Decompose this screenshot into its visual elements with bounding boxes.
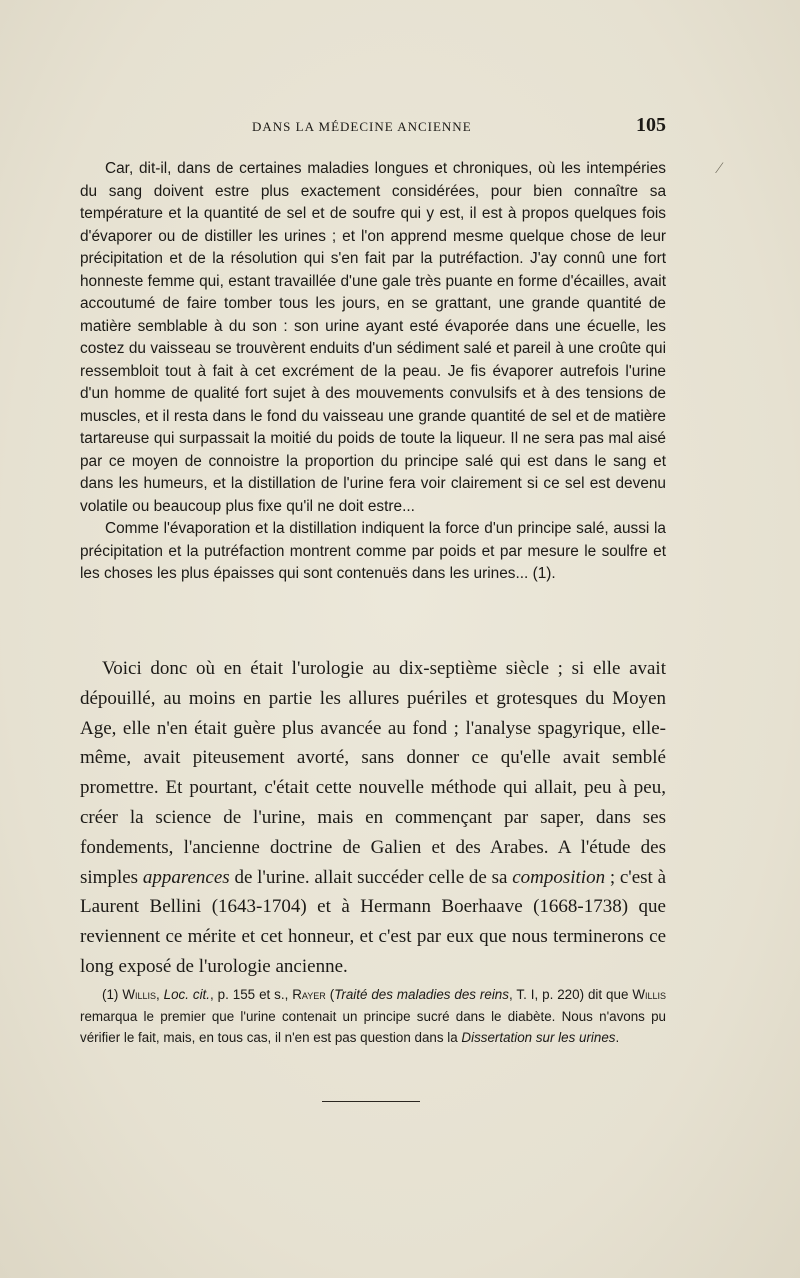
footnote-text: ,	[155, 987, 164, 1002]
author-name: Willis	[632, 987, 666, 1002]
page-number: 105	[636, 114, 666, 136]
footnote-text: (	[325, 987, 335, 1002]
emphasis-term: apparences	[142, 866, 230, 888]
body-paragraph	[80, 654, 666, 982]
footnote-paragraph	[80, 984, 666, 1049]
footnote-text: , T. I, p. 220) dit que	[508, 987, 633, 1002]
quote-paragraph: Comme l'évaporation et la distillation indiquent la force d'un principe salé, aussi la précipitation et la putréfaction montrent comme par poids et par mesure le soulfre et les choses les plus épaisses qui sont contenuës dans les urines... (1).	[80, 520, 666, 582]
footnote-text: remarqua le premier que l'urine contenait un principe sucré dans le diabète. Nous n'avons pu vérifier le fait, mais, en tous cas, il n'en est pas question dans la	[80, 1008, 666, 1045]
body-text: ; c'est à Laurent Bellini (1643-1704) et à Hermann Boerhaave (1668-1738) que reviennent ce mérite et cet honneur, et c'est par eux que nous terminerons ce long exposé de l'urologie ancienne.	[80, 866, 667, 977]
margin-mark: ⁄	[718, 160, 721, 177]
main-text	[80, 654, 666, 982]
page-header	[80, 114, 666, 140]
quote-paragraph: Car, dit-il, dans de certaines maladies longues et chroniques, où les intempéries du sang doivent estre plus exactement considérées, pour bien connaître sa température et la quantité de sel et de soufre qui y est, il est à propos quelques fois d'évaporer ou de distiller les urines ; et l'on apprend mesme quelque chose de leur précipitation et de la résolution qui s'en fait par la putréfaction. J'ay connû une fort honneste femme qui, estant travaillée d'une gale très puante en forme d'écailles, avait accoutumé de faire tomber tous les jours, en se grattant, une grande quantité de matière semblable à du son : son urine ayant esté évaporée dans une écuelle, les costez du vaisseau se trouvèrent enduits d'un sédiment salé et pareil à une croûte qui ressembloit tout à fait à cet excrément de la peau. Je fis évaporer autrefois l'urine d'un homme de qualité fort sujet à des mouvements convulsifs et à des tensions de muscles, et il resta dans le fond du vaisseau une grande quantité de sel et de matière tartareuse qui surpassait la moitié du poids de toute la liqueur. Il ne sera pas mal aisé par ce moyen de connoistre la proportion du principe salé qui est dans le sang et dans les humeurs, et la distillation de l'urine fera voir clairement si ce sel est devenu volatile ou beaucoup plus fixe qu'il ne doit estre...	[80, 160, 666, 515]
citation-title: Loc. cit.	[163, 987, 211, 1002]
section-rule	[322, 1101, 420, 1102]
author-name: Rayer	[292, 987, 326, 1002]
footnote-text: .	[615, 1030, 620, 1045]
citation-title: Dissertation sur les urines	[461, 1030, 616, 1045]
body-text: de l'urine. allait succéder celle de sa	[229, 866, 513, 888]
footnote	[80, 984, 666, 1049]
footnote-marker: (1)	[102, 987, 123, 1002]
footnote-text: , p. 155 et s.,	[210, 987, 293, 1002]
quoted-passage	[80, 158, 666, 586]
author-name: Willis	[122, 987, 156, 1002]
body-text: Voici donc où en était l'urologie au dix-septième siècle ; si elle avait dépouillé, au moins en partie les allures puériles et grotesques du Moyen Age, elle n'en était guère plus avancée au fond ; l'analyse spagyrique, elle-même, avait piteusement avorté, sans donner ce qu'elle avait semblé promettre. Et pourtant, c'était cette nouvelle méthode qui allait, peu à peu, créer la science de l'urine, mais en commençant par saper, dans ses fondements, l'ancienne doctrine de Galien et des Arabes. A l'étude des simples	[80, 658, 666, 888]
citation-title: Traité des maladies des reins	[334, 987, 509, 1002]
running-title: DANS LA MÉDECINE ANCIENNE	[252, 119, 472, 134]
emphasis-term: composition	[512, 866, 606, 888]
